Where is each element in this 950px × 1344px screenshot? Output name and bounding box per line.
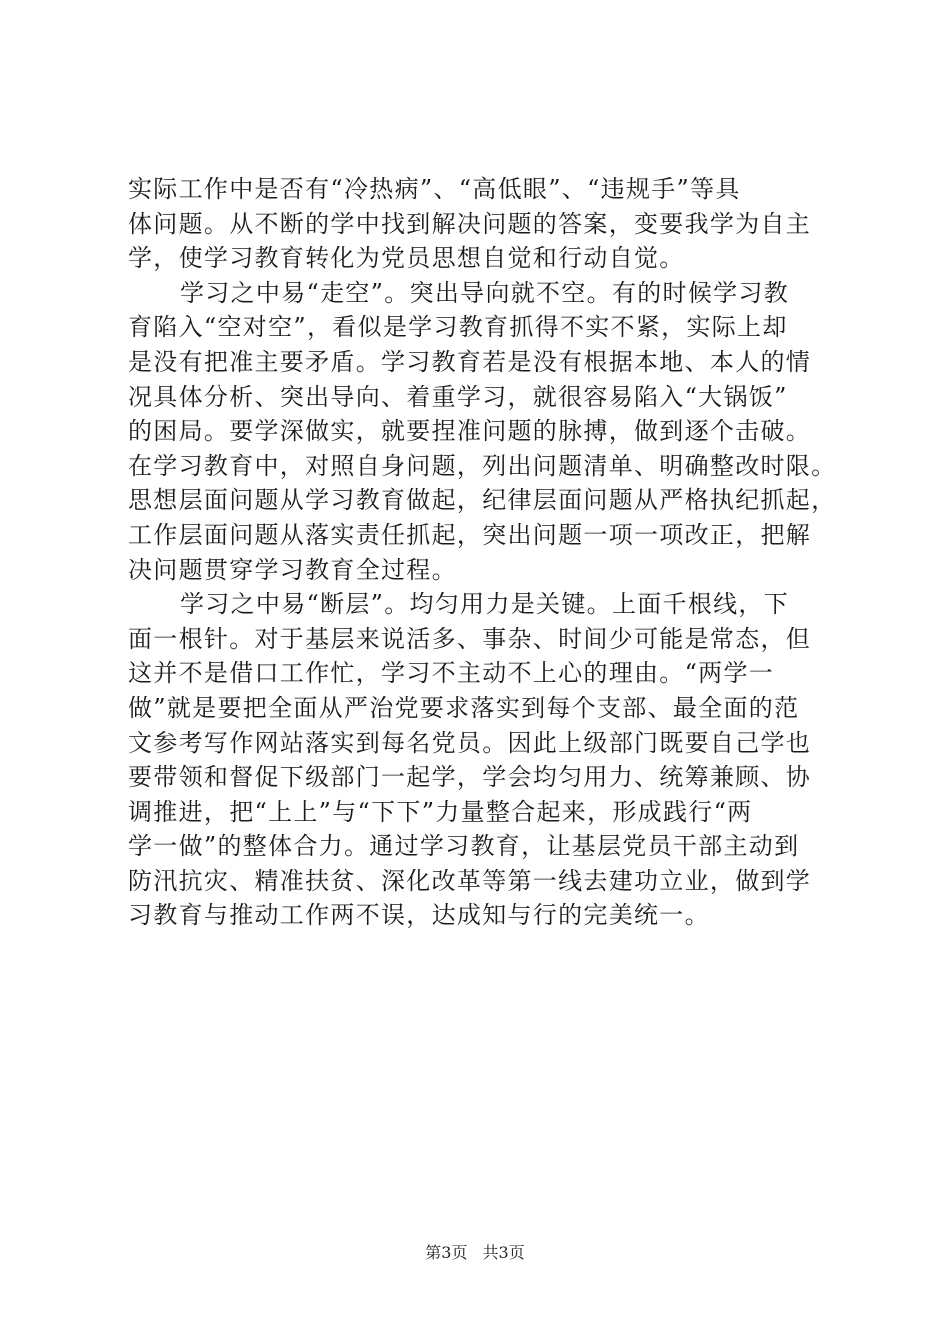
text-line: 工作层面问题从落实责任抓起，突出问题一项一项改正，把解 [128, 520, 812, 549]
text-line: 思想层面问题从学习教育做起，纪律层面问题从严格执纪抓起， [128, 486, 837, 515]
text-line: 实际工作中是否有“冷热病”、“高低眼”、“违规手”等具 [128, 175, 741, 203]
text-line: 这并不是借口工作忙，学习不主动不上心的理由。“两学一 [128, 659, 775, 688]
text-line: 防汛抗灾、精准扶贫、深化改革等第一线去建功立业，做到学 [128, 866, 812, 895]
text-line: 做”就是要把全面从严治党要求落实到每个支部、最全面的范 [128, 693, 800, 722]
text-line: 况具体分析、突出导向、着重学习，就很容易陷入“大锅饭” [128, 382, 788, 411]
text-line: 习教育与推动工作两不误，达成知与行的完美统一。 [128, 901, 710, 930]
text-line: 调推进，把“上上”与“下下”力量整合起来，形成践行“两 [128, 797, 753, 826]
text-line: 学一做”的整体合力。通过学习教育，让基层党员干部主动到 [128, 832, 800, 861]
page-footer [0, 1243, 950, 1263]
text-line: 的困局。要学深做实，就要捏准问题的脉搏，做到逐个击破。 [128, 417, 812, 446]
text-line: 决问题贯穿学习教育全过程。 [128, 555, 457, 584]
text-line: 在学习教育中，对照自身问题，列出问题清单、明确整改时限。 [128, 451, 837, 480]
text-line: 育陷入“空对空”，看似是学习教育抓得不实不紧，实际上却 [128, 313, 788, 342]
text-line: 学，使学习教育转化为党员思想自觉和行动自觉。 [128, 244, 685, 273]
document-body [128, 172, 852, 933]
text-line: 文参考写作网站落实到每名党员。因此上级部门既要自己学也 [128, 728, 812, 757]
text-line: 是没有把准主要矛盾。学习教育若是没有根据本地、本人的情 [128, 347, 812, 376]
paragraph-start-line: 学习之中易“断层”。均匀用力是关键。上面千根线，下 [180, 590, 790, 619]
paragraph-start-line: 学习之中易“走空”。突出导向就不空。有的时候学习教 [180, 278, 790, 307]
text-line: 面一根针。对于基层来说活多、事杂、时间少可能是常态，但 [128, 624, 812, 653]
text-line: 要带领和督促下级部门一起学，学会均匀用力、统筹兼顾、协 [128, 763, 812, 792]
total-pages: 共3页 [482, 1243, 525, 1262]
page-number: 第3页 [425, 1243, 468, 1262]
text-line: 体问题。从不断的学中找到解决问题的答案，变要我学为自主 [128, 209, 812, 238]
